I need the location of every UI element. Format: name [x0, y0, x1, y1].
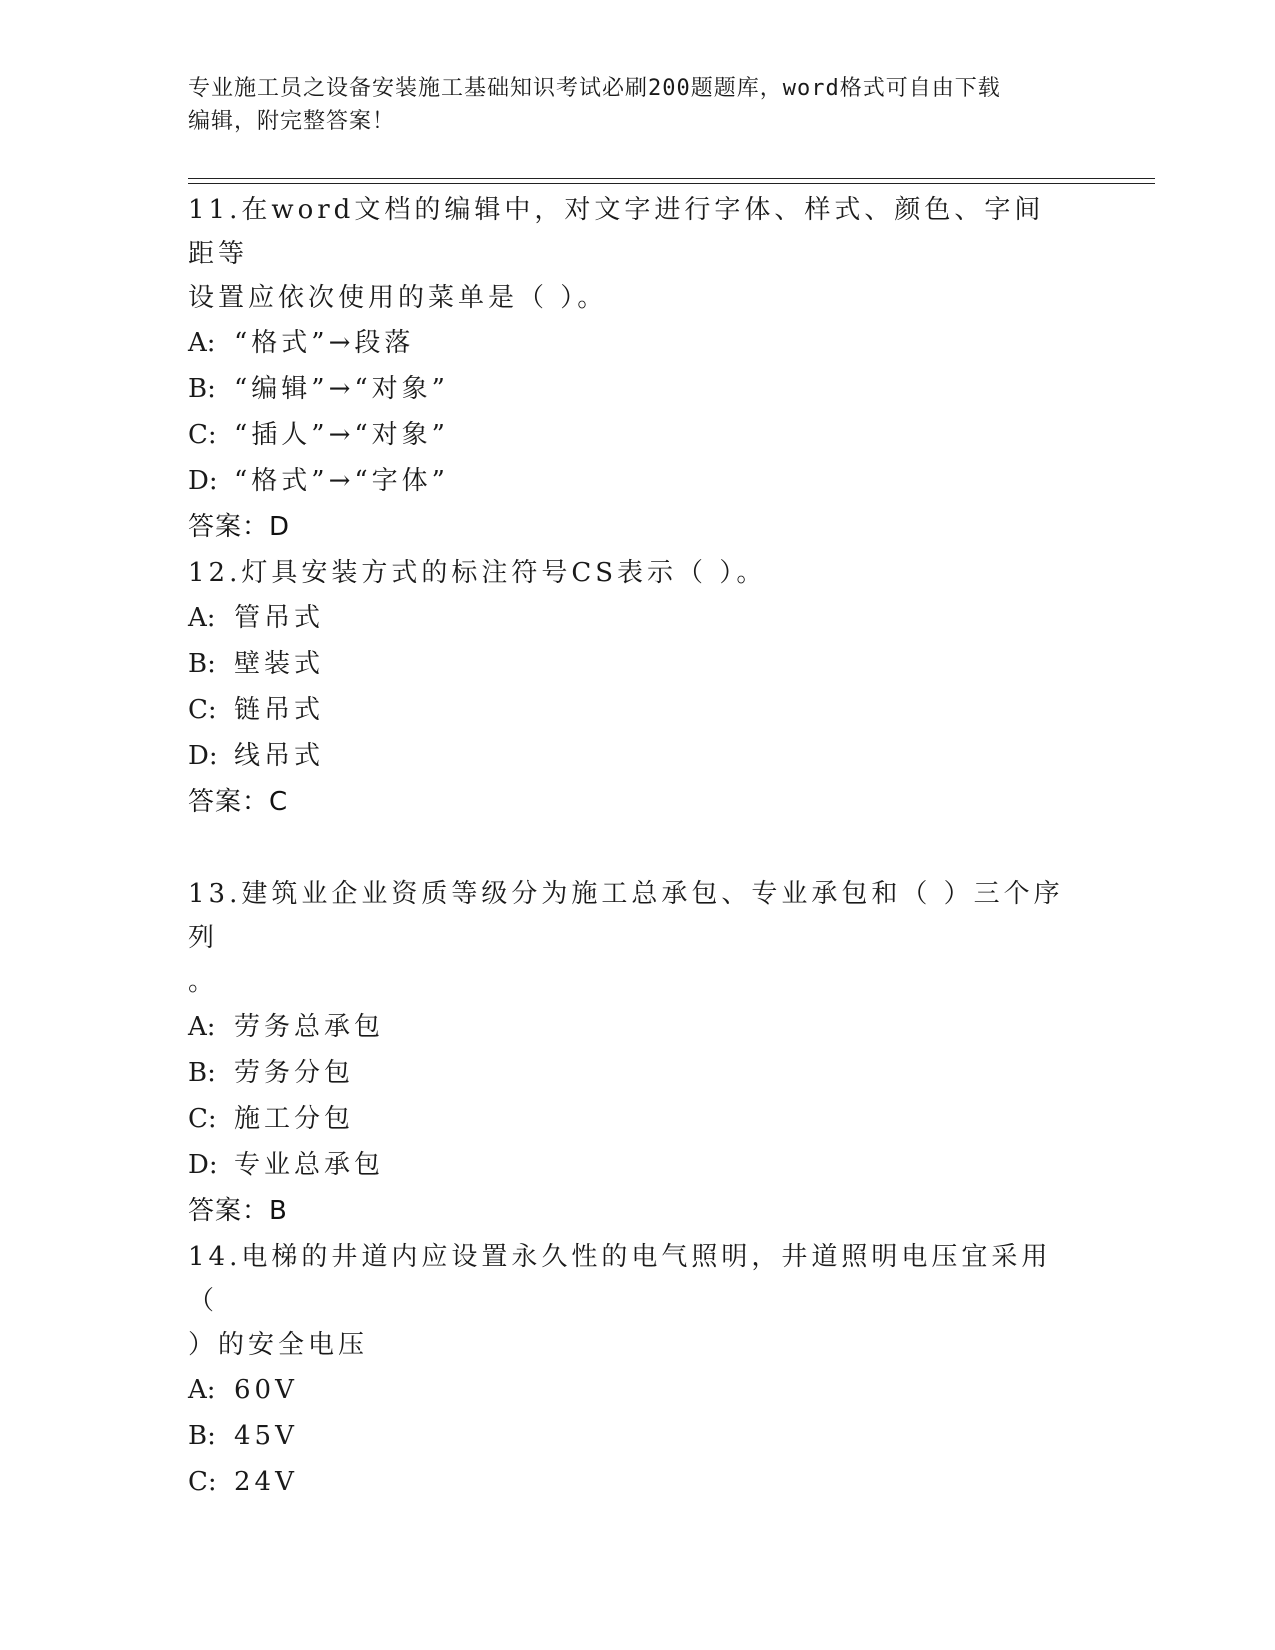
option-text: 劳务总承包 [234, 1012, 385, 1042]
option-key: D: [188, 1150, 218, 1180]
option-key: C: [188, 420, 217, 450]
option-text: 链吊式 [234, 695, 325, 725]
question-stem-line: 。 [188, 967, 219, 997]
question-block [188, 188, 1068, 550]
question-stem-line: 设置应依次使用的菜单是（ ）。 [188, 283, 608, 313]
option-text: 45V [234, 1421, 298, 1451]
question-stem-line: 13.建筑业企业资质等级分为施工总承包、专业承包和（ ）三个序列 [188, 879, 1064, 953]
question-block [188, 1235, 1068, 1505]
option-b [188, 1050, 1068, 1096]
option-key: B: [188, 1058, 216, 1088]
option-key: A: [188, 328, 216, 358]
option-b [188, 366, 1068, 412]
option-key: A: [188, 603, 216, 633]
document-header [188, 72, 1068, 138]
header-line-1: 专业施工员之设备安装施工基础知识考试必刷200题题库，word格式可自由下载 [188, 76, 1001, 101]
option-text: 劳务分包 [234, 1058, 355, 1088]
header-divider-top [188, 178, 1155, 179]
option-key: B: [188, 649, 216, 679]
question-stem [188, 188, 1068, 320]
answer-line: 答案：C [188, 787, 289, 817]
option-key: B: [188, 374, 216, 404]
option-text: 24V [234, 1467, 298, 1497]
option-key: D: [188, 741, 218, 771]
option-text: “插人”→“对象” [234, 420, 449, 450]
option-d [188, 733, 1068, 779]
option-text: 管吊式 [234, 603, 325, 633]
header-line-2: 编辑，附完整答案！ [188, 109, 396, 134]
question-stem-line: 12.灯具安装方式的标注符号CS表示（ ）。 [188, 558, 767, 588]
option-text: 专业总承包 [234, 1150, 385, 1180]
question-stem [188, 1235, 1068, 1367]
option-key: C: [188, 1467, 217, 1497]
answer-line: 答案：D [188, 512, 291, 542]
question-stem [188, 872, 1068, 1004]
question-block [188, 872, 1068, 1234]
option-text: 线吊式 [234, 741, 325, 771]
question-stem [188, 551, 1068, 595]
option-a [188, 595, 1068, 641]
option-key: D: [188, 466, 218, 496]
option-key: A: [188, 1012, 216, 1042]
option-key: A: [188, 1375, 216, 1405]
option-text: 60V [234, 1375, 298, 1405]
option-b [188, 1413, 1068, 1459]
option-c [188, 1459, 1068, 1505]
option-c [188, 687, 1068, 733]
question-stem-line: 14.电梯的井道内应设置永久性的电气照明，井道照明电压宜采用（ [188, 1242, 1052, 1316]
option-key: C: [188, 695, 217, 725]
option-c [188, 412, 1068, 458]
question-stem-line: ）的安全电压 [188, 1330, 369, 1360]
option-key: B: [188, 1421, 216, 1451]
option-c [188, 1096, 1068, 1142]
question-block [188, 551, 1068, 825]
option-a [188, 320, 1068, 366]
option-a [188, 1367, 1068, 1413]
option-d [188, 458, 1068, 504]
option-text: “编辑”→“对象” [234, 374, 449, 404]
option-text: “格式”→段落 [234, 328, 415, 358]
option-text: “格式”→“字体” [234, 466, 449, 496]
option-text: 施工分包 [234, 1104, 355, 1134]
option-a [188, 1004, 1068, 1050]
answer-line: 答案：B [188, 1196, 288, 1226]
option-b [188, 641, 1068, 687]
option-key: C: [188, 1104, 217, 1134]
option-d [188, 1142, 1068, 1188]
option-text: 壁装式 [234, 649, 325, 679]
header-divider-bottom [188, 183, 1155, 184]
question-stem-line: 11.在word文档的编辑中，对文字进行字体、样式、颜色、字间距等 [188, 195, 1045, 269]
